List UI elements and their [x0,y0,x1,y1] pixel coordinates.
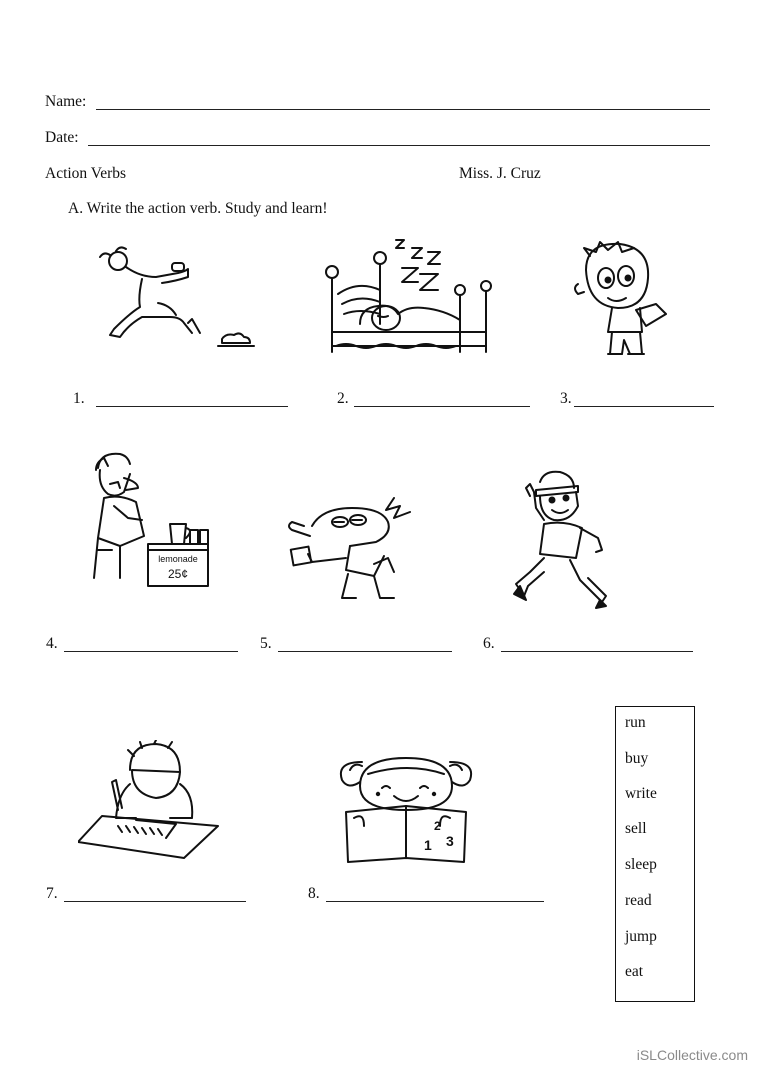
word-bank [615,706,695,1002]
book-number-2: 2 [434,819,441,833]
lemonade-sign-price: 25¢ [167,567,189,581]
sleeping-child-icon [320,234,496,358]
teacher-name: Miss. J. Cruz [459,165,541,182]
book-number-3: 3 [446,833,454,849]
lemonade-sign-title: lemonade [158,554,198,564]
item-number: 4. [46,635,58,652]
item-number: 3. [560,390,572,407]
word-bank-item: read [625,892,652,909]
answer-line-7[interactable] [64,901,246,902]
date-field[interactable] [88,145,710,146]
eating-boy-icon [572,240,680,366]
answer-line-8[interactable] [326,901,544,902]
word-bank-item: sleep [625,856,657,873]
writing-boy-icon [78,740,220,862]
date-label: Date: [45,129,79,146]
answer-line-6[interactable] [501,651,693,652]
instructions: A. Write the action verb. Study and learn! [68,200,328,217]
item-number: 8. [308,885,320,902]
jumping-person-icon [96,243,266,353]
word-bank-item: buy [625,750,649,767]
item-number: 1. [73,390,85,407]
word-bank-item: sell [625,820,647,837]
item-number: 2. [337,390,349,407]
buying-man-icon [284,492,416,604]
item-number: 5. [260,635,272,652]
item-number: 6. [483,635,495,652]
word-bank-item: run [625,714,646,731]
answer-line-1[interactable] [96,406,288,407]
word-bank-item: jump [625,928,657,945]
word-bank-item: eat [625,963,644,980]
item-number: 7. [46,885,58,902]
answer-line-2[interactable] [354,406,530,407]
answer-line-5[interactable] [278,651,452,652]
running-man-icon [508,468,610,610]
name-label: Name: [45,93,87,110]
book-number-1: 1 [424,837,432,853]
subject-title: Action Verbs [45,165,127,182]
answer-line-4[interactable] [64,651,238,652]
reading-girl-icon [332,752,480,864]
name-field[interactable] [96,109,710,110]
word-bank-item: write [625,785,657,802]
lemonade-seller-icon [84,450,226,600]
answer-line-3[interactable] [574,406,714,407]
watermark-footer: iSLCollective.com [636,1047,748,1063]
